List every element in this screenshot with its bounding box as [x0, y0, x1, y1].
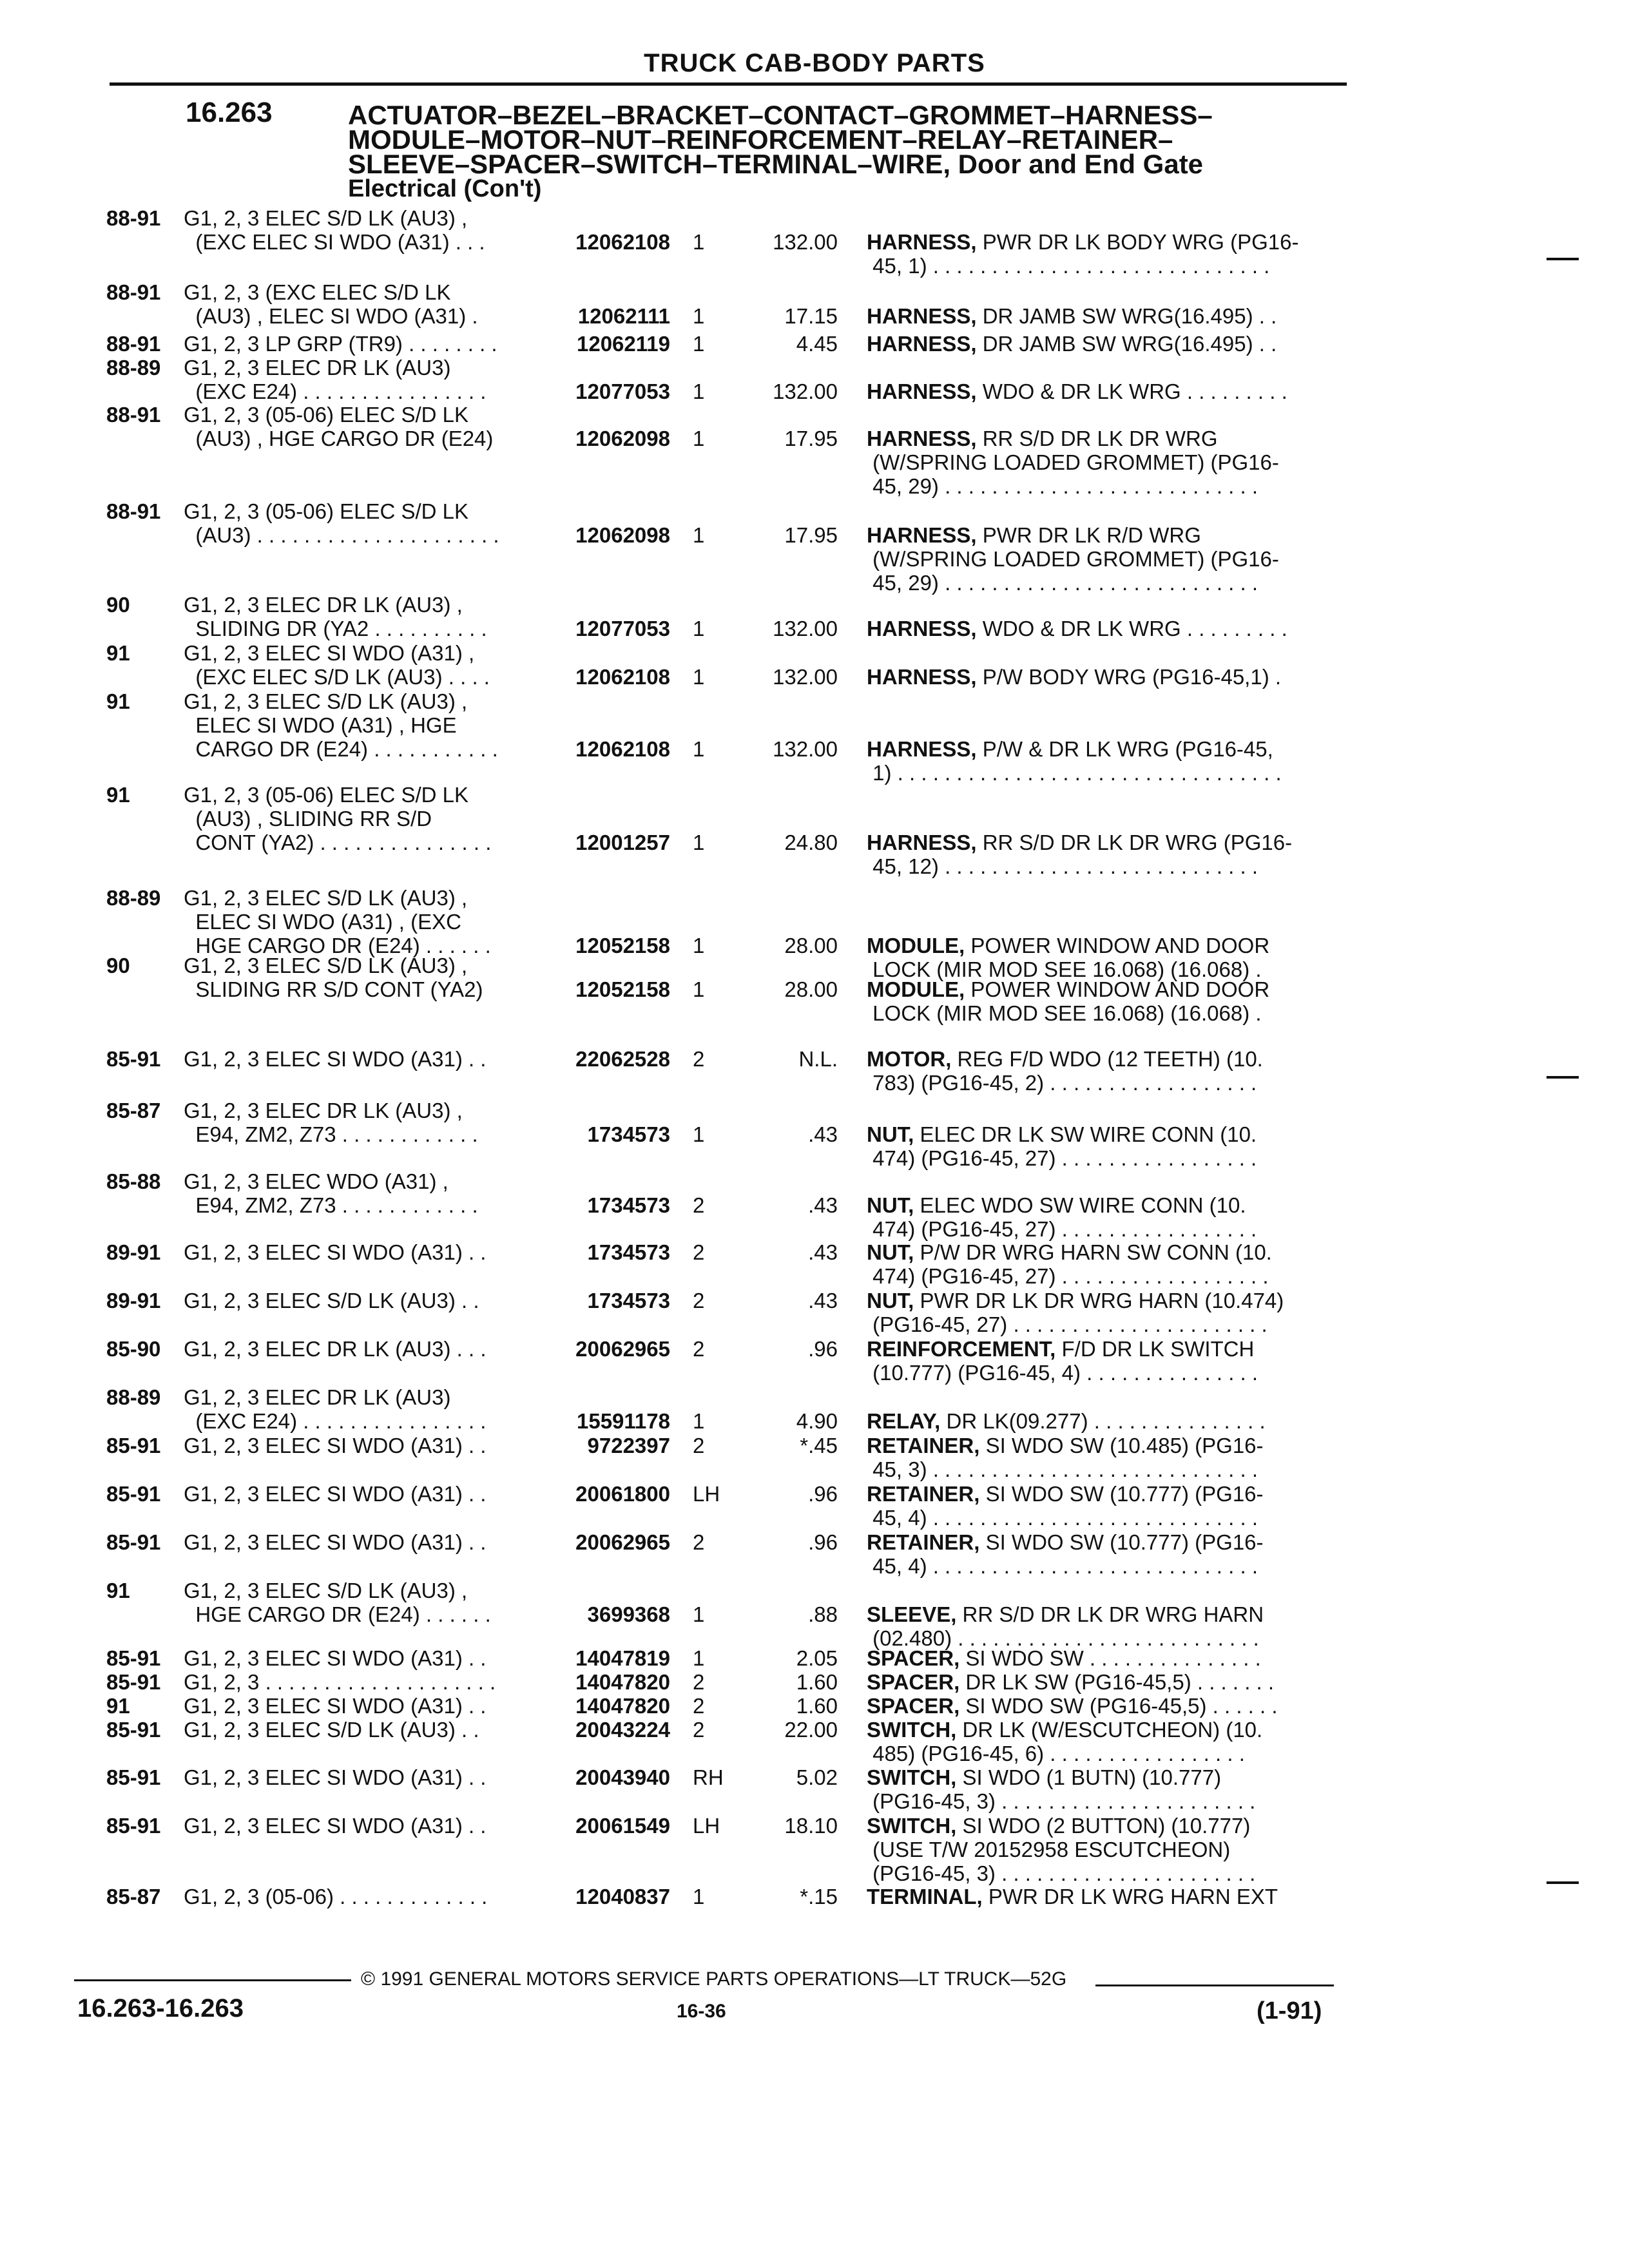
list-price: 2.05	[796, 1646, 838, 1670]
model-year: 85-91	[106, 1765, 161, 1789]
part-number: 12062108	[575, 737, 670, 761]
footer-rule-right	[1095, 1984, 1334, 1986]
part-number: 15591178	[576, 1409, 670, 1433]
model-year: 91	[106, 1579, 130, 1602]
application-line: (AU3) , HGE CARGO DR (E24)	[184, 427, 494, 450]
description-line: REG F/D WDO (12 TEETH) (10.	[951, 1047, 1263, 1071]
part-description	[867, 1885, 1543, 1908]
part-description	[867, 1814, 1543, 1885]
list-price: 24.80	[784, 831, 838, 854]
part-name: SWITCH,	[867, 1765, 957, 1789]
application-line: G1, 2, 3 ELEC SI WDO (A31) . .	[184, 1482, 487, 1506]
description-line: P/W & DR LK WRG (PG16-45,	[976, 737, 1273, 761]
quantity: 1	[693, 230, 705, 254]
application-line: (AU3) , ELEC SI WDO (A31) .	[184, 304, 478, 328]
part-number: 20061549	[575, 1814, 670, 1838]
description-line: POWER WINDOW AND DOOR	[965, 977, 1270, 1001]
part-description	[867, 1289, 1543, 1336]
footer-rule-left	[74, 1979, 351, 1981]
description-line: P/W DR WRG HARN SW CONN (10.	[914, 1240, 1272, 1264]
part-description	[867, 230, 1543, 278]
part-description	[867, 380, 1543, 403]
application-line: G1, 2, 3 ELEC S/D LK (AU3) ,	[184, 1579, 468, 1602]
quantity: 1	[693, 304, 705, 328]
model-year: 90	[106, 593, 130, 617]
application-line: HGE CARGO DR (E24) . . . . . .	[184, 934, 491, 957]
application-line: CONT (YA2) . . . . . . . . . . . . . . .	[184, 831, 492, 854]
description-line: 474) (PG16-45, 27) . . . . . . . . . . . . . . . . .	[867, 1146, 1257, 1170]
application-line: G1, 2, 3 ELEC DR LK (AU3) . . .	[184, 1337, 487, 1361]
section-title-line: MODULE–MOTOR–NUT–REINFORCEMENT–RELAY–RETAINER–	[348, 124, 1173, 155]
part-name: NUT,	[867, 1193, 914, 1217]
list-price: 28.00	[784, 934, 838, 957]
application-line: G1, 2, 3 ELEC DR LK (AU3) ,	[184, 1099, 463, 1122]
description-line: DR LK SW (PG16-45,5) . . . . . . .	[959, 1670, 1275, 1694]
model-year: 91	[106, 689, 130, 713]
part-number: 22062528	[575, 1047, 670, 1071]
description-line: RR S/D DR LK DR WRG (PG16-	[976, 831, 1293, 854]
part-name: HARNESS,	[867, 304, 977, 328]
quantity: RH	[693, 1765, 724, 1789]
part-number: 12062119	[576, 332, 670, 356]
part-description	[867, 1047, 1543, 1095]
model-year: 85-91	[106, 1718, 161, 1742]
description-line: 45, 4) . . . . . . . . . . . . . . . . . . . . . . . . . . . .	[867, 1506, 1258, 1530]
application-line: G1, 2, 3 ELEC SI WDO (A31) . .	[184, 1765, 487, 1789]
application-line: G1, 2, 3 ELEC S/D LK (AU3) ,	[184, 206, 468, 230]
model-year: 88-89	[106, 1385, 161, 1409]
list-price: .43	[808, 1122, 838, 1146]
part-number: 12062111	[577, 304, 670, 328]
part-description	[867, 1409, 1543, 1433]
application-line: CARGO DR (E24) . . . . . . . . . . .	[184, 737, 498, 761]
quantity: 2	[693, 1670, 705, 1694]
list-price: .43	[808, 1240, 838, 1264]
description-line: SI WDO (1 BUTN) (10.777)	[956, 1765, 1222, 1789]
model-year: 85-91	[106, 1670, 161, 1694]
application-line: G1, 2, 3 ELEC SI WDO (A31) . .	[184, 1814, 487, 1838]
application-line: G1, 2, 3 ELEC SI WDO (A31) . .	[184, 1240, 487, 1264]
description-line: (USE T/W 20152958 ESCUTCHEON)	[867, 1838, 1231, 1861]
model-year: 88-89	[106, 886, 161, 910]
part-number: 20062965	[575, 1530, 670, 1554]
part-name: HARNESS,	[867, 523, 977, 547]
part-name: RETAINER,	[867, 1434, 980, 1457]
part-name: REINFORCEMENT,	[867, 1337, 1056, 1361]
application-line: E94, ZM2, Z73 . . . . . . . . . . . .	[184, 1193, 478, 1217]
model-year: 85-91	[106, 1482, 161, 1506]
quantity: 1	[693, 665, 705, 689]
part-description	[867, 934, 1543, 981]
part-description	[867, 617, 1543, 640]
description-line: WDO & DR LK WRG . . . . . . . . .	[976, 380, 1287, 403]
part-number: 1734573	[587, 1240, 670, 1264]
part-name: HARNESS,	[867, 831, 977, 854]
description-line: WDO & DR LK WRG . . . . . . . . .	[976, 617, 1287, 640]
part-number: 20061800	[575, 1482, 670, 1506]
description-line: 45, 4) . . . . . . . . . . . . . . . . . . . . . . . . . . . .	[867, 1554, 1258, 1578]
description-line: 474) (PG16-45, 27) . . . . . . . . . . . . . . . . . .	[867, 1264, 1269, 1288]
description-line: POWER WINDOW AND DOOR	[965, 934, 1270, 957]
list-price: 132.00	[773, 737, 838, 761]
quantity: 1	[693, 831, 705, 854]
part-number: 1734573	[587, 1289, 670, 1312]
part-description	[867, 1694, 1543, 1718]
list-price: .96	[808, 1337, 838, 1361]
part-number: 12052158	[575, 934, 670, 957]
model-year: 91	[106, 783, 130, 807]
part-name: NUT,	[867, 1289, 914, 1312]
section-title-line: ACTUATOR–BEZEL–BRACKET–CONTACT–GROMMET–HARNESS–	[348, 100, 1213, 130]
application-line: E94, ZM2, Z73 . . . . . . . . . . . .	[184, 1122, 478, 1146]
part-description	[867, 1434, 1543, 1481]
part-name: SPACER,	[867, 1694, 960, 1718]
application-line: G1, 2, 3 . . . . . . . . . . . . . . . . . . . .	[184, 1670, 496, 1694]
model-year: 85-91	[106, 1047, 161, 1071]
description-line: 783) (PG16-45, 2) . . . . . . . . . . . . . . . . . .	[867, 1071, 1257, 1095]
description-line: PWR DR LK WRG HARN EXT	[982, 1885, 1278, 1908]
application-line: G1, 2, 3 ELEC S/D LK (AU3) . .	[184, 1289, 479, 1312]
application-line: HGE CARGO DR (E24) . . . . . .	[184, 1602, 491, 1626]
part-number: 3699368	[587, 1602, 670, 1626]
model-year: 85-91	[106, 1434, 161, 1457]
model-year: 89-91	[106, 1240, 161, 1264]
part-description	[867, 1122, 1543, 1170]
quantity: 1	[693, 1646, 705, 1670]
quantity: 1	[693, 1409, 705, 1433]
list-price: .43	[808, 1289, 838, 1312]
part-name: SLEEVE,	[867, 1602, 957, 1626]
list-price: *.45	[800, 1434, 838, 1457]
part-number: 12062108	[575, 230, 670, 254]
application-line: G1, 2, 3 ELEC SI WDO (A31) . .	[184, 1646, 487, 1670]
description-line: (W/SPRING LOADED GROMMET) (PG16-	[867, 450, 1279, 474]
part-number: 20062965	[575, 1337, 670, 1361]
application-line: G1, 2, 3 ELEC SI WDO (A31) . .	[184, 1047, 487, 1071]
model-year: 85-87	[106, 1885, 161, 1908]
part-number: 14047820	[575, 1694, 670, 1718]
application-line: G1, 2, 3 ELEC DR LK (AU3) ,	[184, 593, 463, 617]
part-description	[867, 1337, 1543, 1385]
description-line: RR S/D DR LK DR WRG	[976, 427, 1218, 450]
description-line: (02.480) . . . . . . . . . . . . . . . . . . . . . . . . . .	[867, 1626, 1259, 1650]
application-line: ELEC SI WDO (A31) , HGE	[184, 713, 457, 737]
part-description	[867, 1765, 1543, 1813]
part-name: NUT,	[867, 1122, 914, 1146]
part-name: NUT,	[867, 1240, 914, 1264]
model-year: 85-91	[106, 1646, 161, 1670]
part-description	[867, 523, 1543, 595]
description-line: 45, 12) . . . . . . . . . . . . . . . . . . . . . . . . . . .	[867, 854, 1258, 878]
quantity: 1	[693, 617, 705, 640]
model-year: 85-90	[106, 1337, 161, 1361]
part-number: 12052158	[575, 977, 670, 1001]
description-line: DR JAMB SW WRG(16.495) . .	[976, 332, 1277, 356]
description-line: (PG16-45, 27) . . . . . . . . . . . . . . . . . . . . . .	[867, 1312, 1268, 1336]
list-price: 132.00	[773, 665, 838, 689]
list-price: 132.00	[773, 230, 838, 254]
list-price: 22.00	[784, 1718, 838, 1742]
section-title-line: Electrical (Con't)	[348, 175, 542, 202]
margin-mark	[1547, 1076, 1579, 1079]
description-line: SI WDO SW (10.777) (PG16-	[979, 1482, 1264, 1506]
description-line: SI WDO SW (PG16-45,5) . . . . . .	[959, 1694, 1278, 1718]
quantity: 1	[693, 332, 705, 356]
description-line: PWR DR LK BODY WRG (PG16-	[976, 230, 1299, 254]
part-description	[867, 1530, 1543, 1578]
quantity: 2	[693, 1530, 705, 1554]
footer-date-code: (1-91)	[1257, 1997, 1322, 2024]
quantity: 2	[693, 1694, 705, 1718]
footer-copyright: © 1991 GENERAL MOTORS SERVICE PARTS OPERATIONS—LT TRUCK—52G	[361, 1968, 1067, 1990]
part-description	[867, 304, 1543, 328]
quantity: 2	[693, 1434, 705, 1457]
list-price: *.15	[800, 1885, 838, 1908]
quantity: 1	[693, 1602, 705, 1626]
quantity: 2	[693, 1240, 705, 1264]
part-name: MODULE,	[867, 977, 965, 1001]
description-line: F/D DR LK SWITCH	[1055, 1337, 1255, 1361]
application-line: G1, 2, 3 ELEC DR LK (AU3)	[184, 356, 451, 380]
description-line: 45, 29) . . . . . . . . . . . . . . . . . . . . . . . . . . .	[867, 571, 1258, 595]
part-name: TERMINAL,	[867, 1885, 983, 1908]
footer-section-range: 16.263-16.263	[77, 1994, 244, 2023]
quantity: 1	[693, 523, 705, 547]
list-price: .43	[808, 1193, 838, 1217]
part-name: SWITCH,	[867, 1718, 957, 1742]
list-price: 17.95	[784, 427, 838, 450]
description-line: (W/SPRING LOADED GROMMET) (PG16-	[867, 547, 1279, 571]
quantity: 1	[693, 427, 705, 450]
part-name: HARNESS,	[867, 427, 977, 450]
list-price: N.L.	[798, 1047, 838, 1071]
description-line: 45, 3) . . . . . . . . . . . . . . . . . . . . . . . . . . . .	[867, 1457, 1258, 1481]
description-line: (PG16-45, 3) . . . . . . . . . . . . . . . . . . . . . .	[867, 1861, 1256, 1885]
part-name: HARNESS,	[867, 617, 977, 640]
application-line: (AU3) . . . . . . . . . . . . . . . . . . . . .	[184, 523, 499, 547]
part-number: 12062098	[575, 427, 670, 450]
application-line: G1, 2, 3 (05-06) . . . . . . . . . . . . .	[184, 1885, 488, 1908]
description-line: PWR DR LK R/D WRG	[976, 523, 1201, 547]
quantity: 1	[693, 1122, 705, 1146]
description-line: 45, 29) . . . . . . . . . . . . . . . . . . . . . . . . . . .	[867, 474, 1258, 498]
quantity: 1	[693, 380, 705, 403]
quantity: 2	[693, 1193, 705, 1217]
part-description	[867, 1240, 1543, 1288]
description-line: SI WDO SW (10.777) (PG16-	[979, 1530, 1264, 1554]
part-number: 12040837	[575, 1885, 670, 1908]
description-line: SI WDO SW (10.485) (PG16-	[979, 1434, 1264, 1457]
quantity: LH	[693, 1482, 720, 1506]
list-price: 4.45	[796, 332, 838, 356]
description-line: RR S/D DR LK DR WRG HARN	[956, 1602, 1264, 1626]
application-line: G1, 2, 3 (EXC ELEC S/D LK	[184, 280, 451, 304]
margin-mark	[1547, 258, 1579, 260]
part-name: RETAINER,	[867, 1530, 980, 1554]
footer-page-number: 16-36	[677, 2001, 726, 2022]
application-line: SLIDING RR S/D CONT (YA2)	[184, 977, 483, 1001]
part-description	[867, 737, 1543, 785]
description-line: (10.777) (PG16-45, 4) . . . . . . . . . . . . . . .	[867, 1361, 1258, 1385]
description-line: LOCK (MIR MOD SEE 16.068) (16.068) .	[867, 957, 1262, 981]
description-line: 474) (PG16-45, 27) . . . . . . . . . . . . . . . . .	[867, 1217, 1257, 1241]
margin-mark	[1547, 1881, 1579, 1884]
application-line: G1, 2, 3 ELEC SI WDO (A31) ,	[184, 641, 475, 665]
page-header-title: TRUCK CAB-BODY PARTS	[644, 49, 985, 77]
application-line: G1, 2, 3 (05-06) ELEC S/D LK	[184, 783, 469, 807]
application-line: G1, 2, 3 ELEC WDO (A31) ,	[184, 1169, 448, 1193]
part-name: RETAINER,	[867, 1482, 980, 1506]
part-number: 12077053	[575, 380, 670, 403]
description-line: 1) . . . . . . . . . . . . . . . . . . . . . . . . . . . . . . . . .	[867, 761, 1282, 785]
part-number: 1734573	[587, 1193, 670, 1217]
part-description	[867, 427, 1543, 498]
description-line: ELEC WDO SW WIRE CONN (10.	[914, 1193, 1246, 1217]
part-number: 14047819	[575, 1646, 670, 1670]
application-line: G1, 2, 3 ELEC S/D LK (AU3) . .	[184, 1718, 479, 1742]
model-year: 85-91	[106, 1814, 161, 1838]
application-line: G1, 2, 3 (05-06) ELEC S/D LK	[184, 403, 469, 427]
part-description	[867, 977, 1543, 1025]
list-price: 132.00	[773, 617, 838, 640]
model-year: 85-88	[106, 1169, 161, 1193]
quantity: 1	[693, 934, 705, 957]
description-line: LOCK (MIR MOD SEE 16.068) (16.068) .	[867, 1001, 1262, 1025]
part-description	[867, 665, 1543, 689]
application-line: G1, 2, 3 ELEC SI WDO (A31) . .	[184, 1530, 487, 1554]
quantity: LH	[693, 1814, 720, 1838]
part-name: SWITCH,	[867, 1814, 957, 1838]
model-year: 88-91	[106, 332, 161, 356]
part-name: MODULE,	[867, 934, 965, 957]
quantity: 1	[693, 737, 705, 761]
part-number: 20043224	[575, 1718, 670, 1742]
part-name: SPACER,	[867, 1670, 960, 1694]
part-number: 20043940	[575, 1765, 670, 1789]
description-line: DR LK(09.277) . . . . . . . . . . . . . . .	[940, 1409, 1266, 1433]
model-year: 88-91	[106, 499, 161, 523]
application-line: G1, 2, 3 ELEC S/D LK (AU3) ,	[184, 954, 468, 977]
part-number: 12062108	[575, 665, 670, 689]
quantity: 2	[693, 1289, 705, 1312]
application-line: ELEC SI WDO (A31) , (EXC	[184, 910, 461, 934]
description-line: PWR DR LK DR WRG HARN (10.474)	[914, 1289, 1284, 1312]
part-description	[867, 1482, 1543, 1530]
list-price: 28.00	[784, 977, 838, 1001]
description-line: (PG16-45, 3) . . . . . . . . . . . . . . . . . . . . . .	[867, 1789, 1256, 1813]
list-price: 132.00	[773, 380, 838, 403]
part-number: 12001257	[575, 831, 670, 854]
description-line: SI WDO SW . . . . . . . . . . . . . . .	[959, 1646, 1261, 1670]
model-year: 91	[106, 641, 130, 665]
list-price: .96	[808, 1530, 838, 1554]
part-description	[867, 1646, 1543, 1670]
section-number: 16.263	[186, 97, 273, 128]
model-year: 88-91	[106, 403, 161, 427]
part-number: 12077053	[575, 617, 670, 640]
application-line: (EXC E24) . . . . . . . . . . . . . . . .	[184, 380, 487, 403]
part-description	[867, 1718, 1543, 1765]
list-price: 18.10	[784, 1814, 838, 1838]
list-price: .88	[808, 1602, 838, 1626]
quantity: 1	[693, 1885, 705, 1908]
model-year: 88-89	[106, 356, 161, 380]
part-name: HARNESS,	[867, 380, 977, 403]
model-year: 90	[106, 954, 130, 977]
application-line: G1, 2, 3 LP GRP (TR9) . . . . . . . .	[184, 332, 497, 356]
quantity: 2	[693, 1337, 705, 1361]
part-description	[867, 332, 1543, 356]
list-price: 17.95	[784, 523, 838, 547]
part-description	[867, 1670, 1543, 1694]
application-line: G1, 2, 3 ELEC SI WDO (A31) . .	[184, 1694, 487, 1718]
description-line: DR JAMB SW WRG(16.495) . .	[976, 304, 1277, 328]
application-line: G1, 2, 3 ELEC DR LK (AU3)	[184, 1385, 451, 1409]
list-price: 1.60	[796, 1694, 838, 1718]
application-line: SLIDING DR (YA2 . . . . . . . . . .	[184, 617, 487, 640]
description-line: 485) (PG16-45, 6) . . . . . . . . . . . . . . . . .	[867, 1742, 1245, 1765]
part-number: 14047820	[575, 1670, 670, 1694]
application-line: G1, 2, 3 (05-06) ELEC S/D LK	[184, 499, 469, 523]
model-year: 89-91	[106, 1289, 161, 1312]
application-line: G1, 2, 3 ELEC S/D LK (AU3) ,	[184, 886, 468, 910]
part-description	[867, 1193, 1543, 1241]
quantity: 1	[693, 977, 705, 1001]
model-year: 91	[106, 1694, 130, 1718]
part-number: 9722397	[587, 1434, 670, 1457]
part-description	[867, 1602, 1543, 1650]
model-year: 85-87	[106, 1099, 161, 1122]
part-name: RELAY,	[867, 1409, 941, 1433]
application-line: G1, 2, 3 ELEC S/D LK (AU3) ,	[184, 689, 468, 713]
part-name: HARNESS,	[867, 737, 977, 761]
model-year: 85-91	[106, 1530, 161, 1554]
description-line: P/W BODY WRG (PG16-45,1) .	[976, 665, 1282, 689]
quantity: 2	[693, 1047, 705, 1071]
list-price: .96	[808, 1482, 838, 1506]
part-name: HARNESS,	[867, 230, 977, 254]
description-line: ELEC DR LK SW WIRE CONN (10.	[914, 1122, 1257, 1146]
part-number: 12062098	[575, 523, 670, 547]
list-price: 1.60	[796, 1670, 838, 1694]
part-name: MOTOR,	[867, 1047, 952, 1071]
application-line: (AU3) , SLIDING RR S/D	[184, 807, 432, 831]
application-line: (EXC ELEC S/D LK (AU3) . . . .	[184, 665, 490, 689]
list-price: 17.15	[784, 304, 838, 328]
application-line: (EXC E24) . . . . . . . . . . . . . . . .	[184, 1409, 487, 1433]
application-line: (EXC ELEC SI WDO (A31) . . .	[184, 230, 485, 254]
part-name: SPACER,	[867, 1646, 960, 1670]
application-line: G1, 2, 3 ELEC SI WDO (A31) . .	[184, 1434, 487, 1457]
part-name: HARNESS,	[867, 665, 977, 689]
quantity: 2	[693, 1718, 705, 1742]
model-year: 88-91	[106, 206, 161, 230]
model-year: 88-91	[106, 280, 161, 304]
list-price: 4.90	[796, 1409, 838, 1433]
description-line: DR LK (W/ESCUTCHEON) (10.	[956, 1718, 1263, 1742]
list-price: 5.02	[796, 1765, 838, 1789]
description-line: 45, 1) . . . . . . . . . . . . . . . . . . . . . . . . . . . . .	[867, 254, 1270, 278]
part-number: 1734573	[587, 1122, 670, 1146]
part-name: HARNESS,	[867, 332, 977, 356]
section-title-line: SLEEVE–SPACER–SWITCH–TERMINAL–WIRE, Door and End Gate	[348, 149, 1204, 179]
description-line: SI WDO (2 BUTTON) (10.777)	[956, 1814, 1251, 1838]
part-description	[867, 831, 1543, 878]
